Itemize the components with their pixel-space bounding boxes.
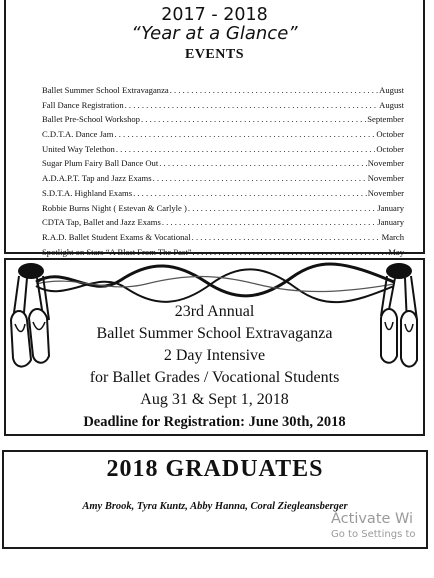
event-name: S.D.T.A. Highland Exams bbox=[42, 187, 133, 198]
dot-leader bbox=[153, 171, 367, 186]
event-month: March bbox=[381, 231, 404, 242]
intensive-dates: Aug 31 & Sept 1, 2018 bbox=[140, 391, 289, 408]
dot-leader bbox=[162, 215, 376, 230]
event-month: August bbox=[379, 99, 404, 110]
dot-leader bbox=[133, 186, 367, 201]
event-name: Ballet Summer School Extravaganza bbox=[42, 85, 169, 95]
activate-windows-watermark bbox=[331, 510, 416, 542]
intensive-title: Ballet Summer School Extravaganza bbox=[96, 325, 333, 342]
event-month: November bbox=[367, 173, 404, 184]
events-panel bbox=[4, 0, 425, 257]
event-month: May bbox=[388, 246, 404, 257]
graduates-title: 2018 GRADUATES bbox=[106, 456, 324, 482]
event-name: A.D.A.P.T. Tap and Jazz Exams bbox=[42, 173, 152, 184]
event-row bbox=[42, 142, 404, 157]
dot-leader bbox=[188, 201, 376, 216]
event-row bbox=[42, 171, 404, 186]
dot-leader bbox=[159, 156, 366, 171]
event-month: September bbox=[367, 114, 404, 125]
events-list bbox=[42, 83, 404, 259]
event-month: January bbox=[377, 202, 404, 213]
event-month: August bbox=[379, 85, 404, 95]
event-name: Fall Dance Registration bbox=[42, 99, 124, 110]
watermark-line-1: Activate Wi bbox=[331, 511, 414, 527]
event-row bbox=[42, 215, 404, 230]
event-month: October bbox=[376, 129, 404, 140]
event-row bbox=[42, 230, 404, 245]
event-name: Robbie Burns Night ( Estevan & Carlyle ) bbox=[42, 202, 187, 213]
event-name: United Way Telethon bbox=[42, 143, 115, 154]
dot-leader bbox=[125, 98, 379, 113]
event-row bbox=[42, 83, 404, 98]
intensive-panel bbox=[4, 258, 425, 436]
event-row bbox=[42, 156, 404, 171]
dot-leader bbox=[192, 230, 381, 245]
event-name: Sugar Plum Fairy Ball Dance Out bbox=[42, 158, 159, 169]
intensive-audience: for Ballet Grades / Vocational Students bbox=[89, 369, 340, 386]
event-name: CDTA Tap, Ballet and Jazz Exams bbox=[42, 217, 161, 228]
year-range-title: 2017 - 2018 bbox=[161, 5, 268, 25]
year-at-a-glance-title: “Year at a Glance” bbox=[131, 23, 298, 44]
event-row bbox=[42, 127, 404, 142]
event-name: R.A.D. Ballet Student Exams & Vocational bbox=[42, 231, 191, 242]
dot-leader bbox=[141, 112, 366, 127]
event-month: January bbox=[377, 217, 404, 228]
dot-leader bbox=[170, 83, 378, 98]
event-row bbox=[42, 98, 404, 113]
events-heading: EVENTS bbox=[184, 47, 245, 62]
event-month: November bbox=[367, 158, 404, 169]
watermark-line-2: Go to Settings to bbox=[331, 529, 416, 540]
event-row bbox=[42, 201, 404, 216]
dot-leader bbox=[116, 142, 375, 157]
dot-leader bbox=[114, 127, 375, 142]
intensive-anniversary: 23rd Annual bbox=[174, 303, 255, 320]
graduates-names: Amy Brook, Tyra Kuntz, Abby Hanna, Coral Ziegleansberger bbox=[82, 501, 348, 512]
event-row bbox=[42, 186, 404, 201]
registration-deadline: Deadline for Registration: June 30th, 2018 bbox=[83, 414, 346, 430]
event-name: Ballet Pre-School Workshop bbox=[42, 114, 140, 125]
intensive-duration: 2 Day Intensive bbox=[163, 347, 266, 364]
event-name: Spotlight on Stars “A Blast From The Past” bbox=[42, 246, 192, 257]
event-row bbox=[42, 112, 404, 127]
event-month: October bbox=[376, 143, 404, 154]
event-month: November bbox=[367, 187, 404, 198]
event-name: C.D.T.A. Dance Jam bbox=[42, 129, 114, 140]
